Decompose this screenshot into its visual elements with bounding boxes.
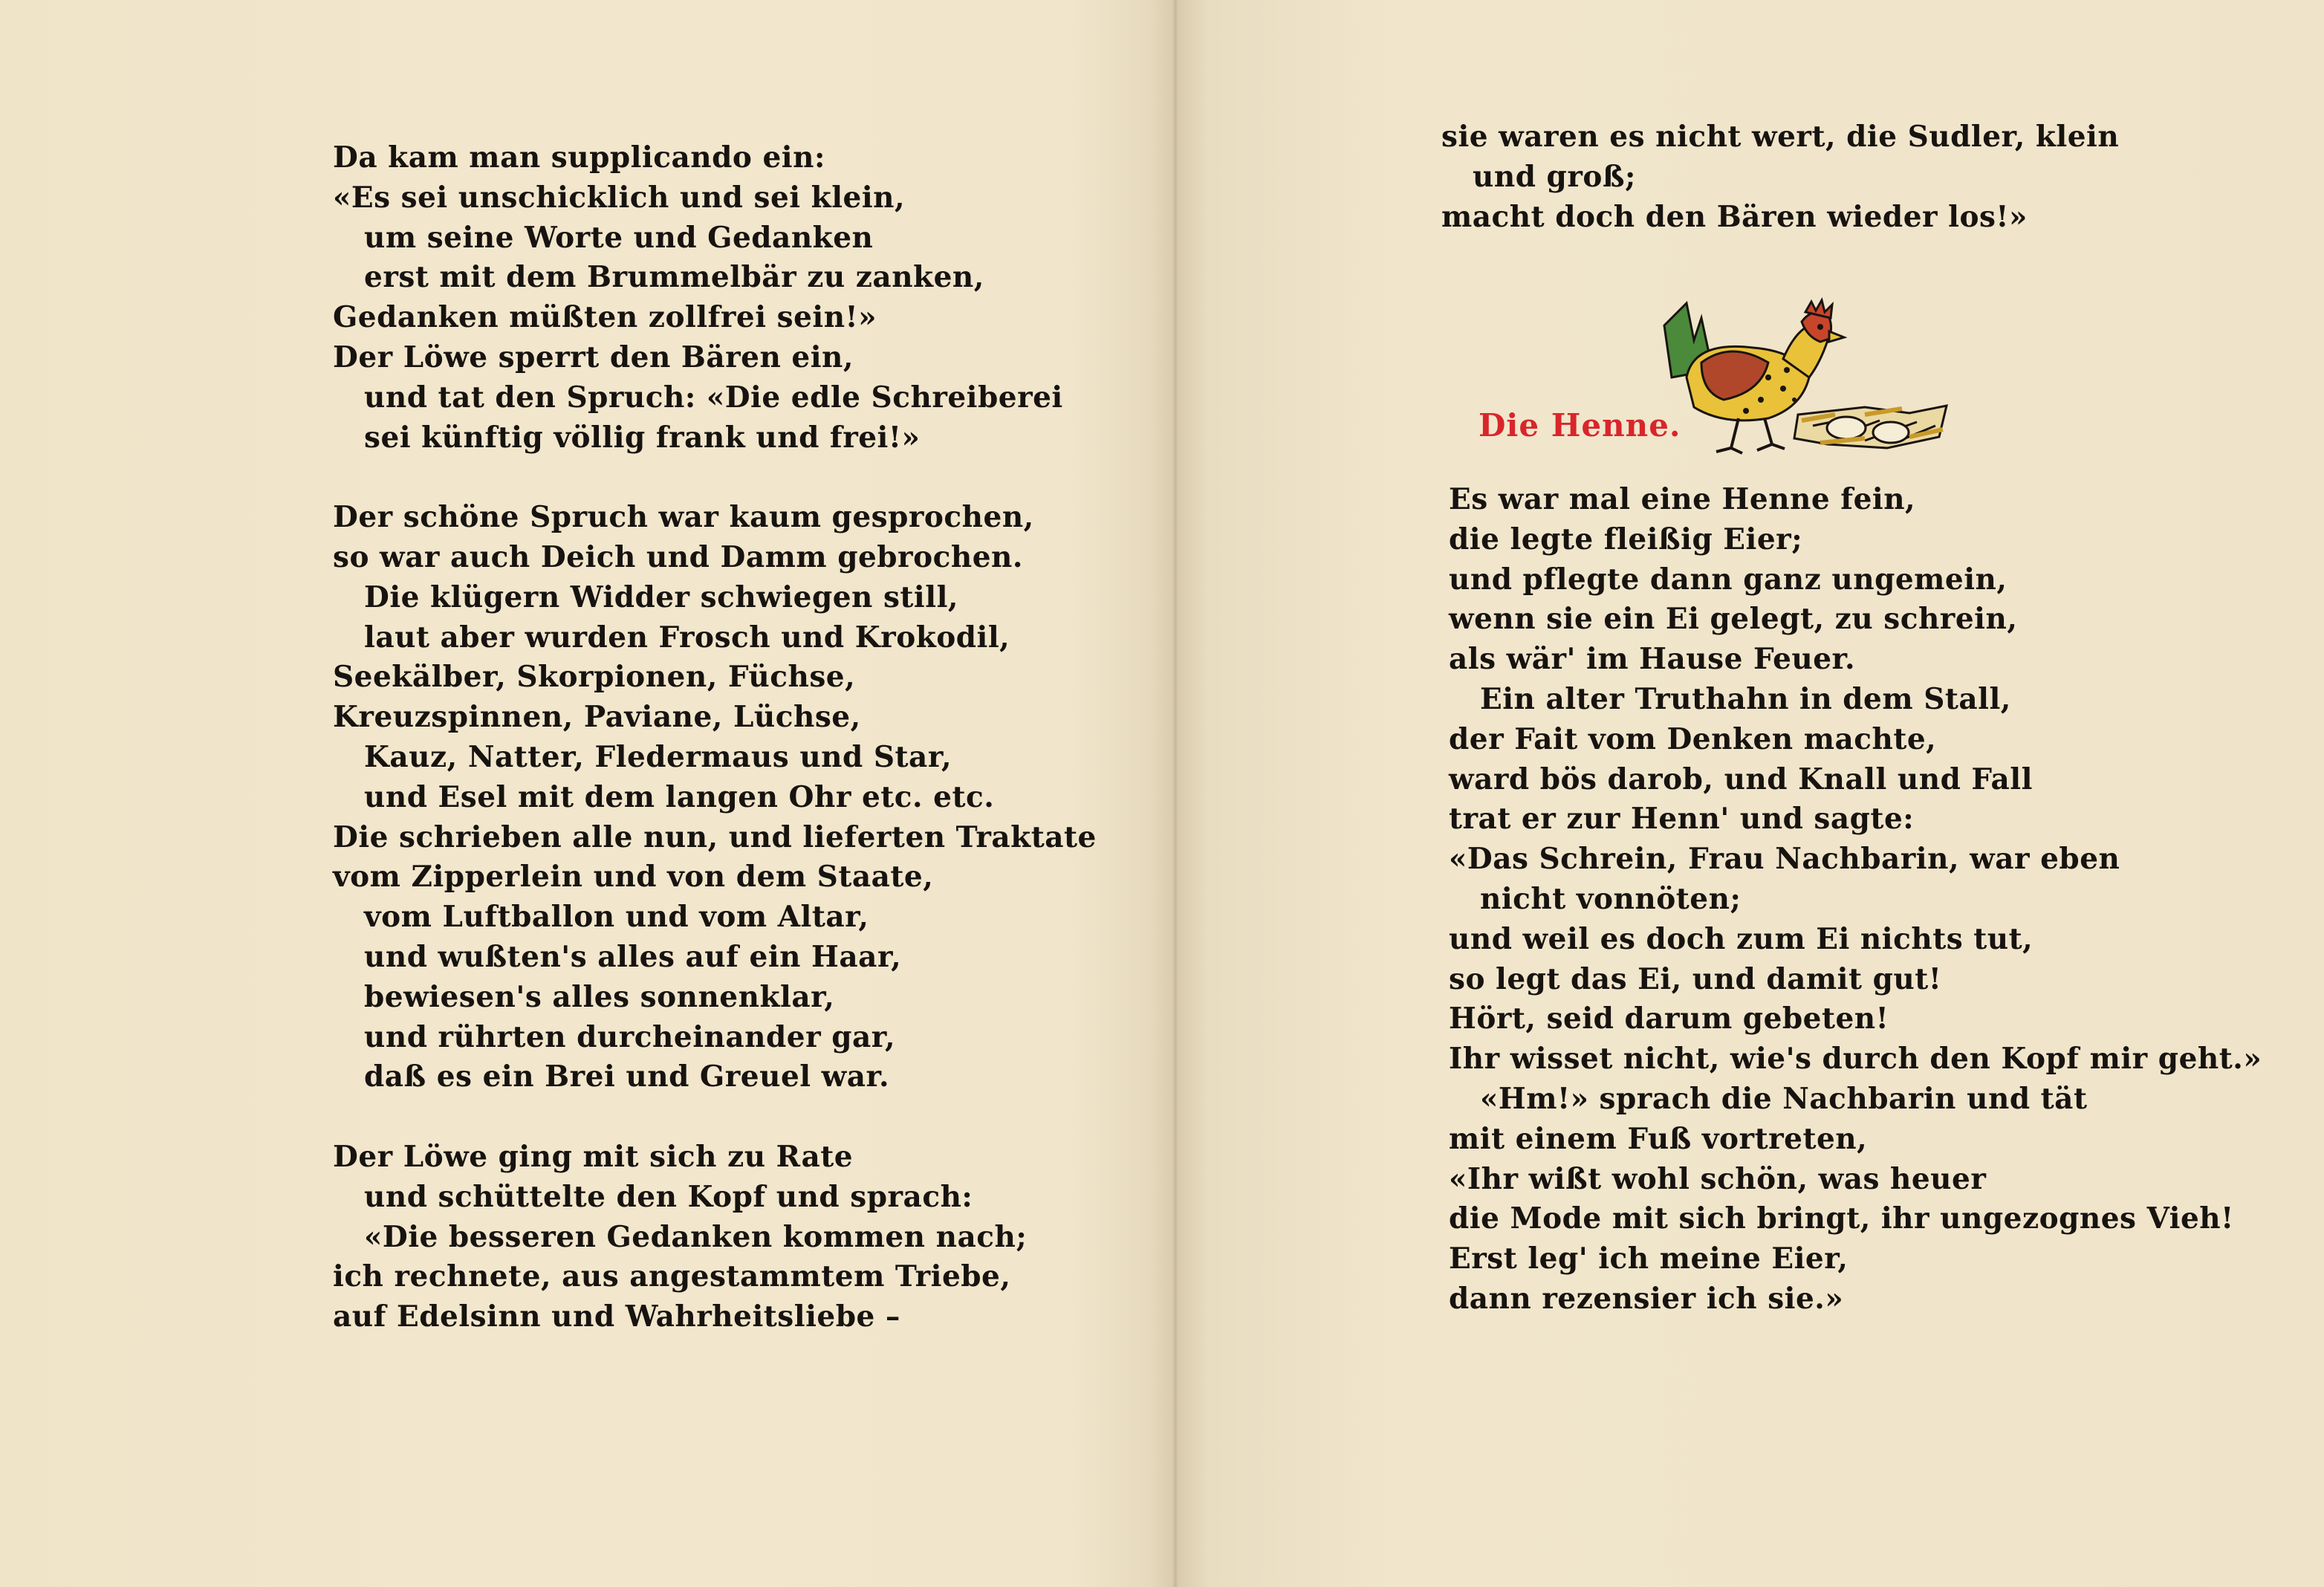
verse-line: um seine Worte und Gedanken [364,220,874,255]
verse-line: Die klügern Widder schwiegen still, [364,580,958,614]
verse-line: daß es ein Brei und Greuel war. [364,1059,890,1094]
verse-line: Hört, seid darum gebeten! [1449,1002,1889,1036]
verse-line: vom Luftballon und vom Altar, [364,900,869,935]
verse-line: laut aber wurden Frosch und Krokodil, [364,620,1010,655]
verse-line: Ihr wisset nicht, wie's durch den Kopf mir geht.» [1449,1042,2262,1077]
verse-line: ward bös darob, und Knall und Fall [1449,762,2033,796]
left-page-verse [333,138,1097,1337]
henne-poem-verse [1449,480,2262,1320]
verse-line: Kauz, Natter, Fledermaus und Star, [364,739,952,774]
verse-line: und groß; [1473,159,1636,194]
verse-line: mit einem Fuß vortreten, [1449,1121,1868,1156]
hen-eye [1817,324,1823,330]
verse-line: Erst leg' ich meine Eier, [1449,1242,1849,1276]
verse-line: und pflegte dann ganz ungemein, [1449,562,2007,597]
verse-line: so legt das Ei, und damit gut! [1449,961,1942,996]
verse-line: sei künftig völlig frank und frei!» [364,420,921,455]
verse-line: und weil es doch zum Ei nichts tut, [1449,921,2034,956]
poem-title: Die Henne. [1479,407,1681,444]
verse-line: Der Löwe ging mit sich zu Rate [333,1139,854,1174]
hen-legs [1716,418,1785,453]
verse-line: der Fait vom Denken machte, [1449,721,1937,756]
verse-line: «Das Schrein, Frau Nachbarin, war eben [1449,842,2120,877]
right-page-continued-verse [1441,117,2119,237]
verse-line: als wär' im Hause Feuer. [1449,642,1856,677]
verse-line: vom Zipperlein und von dem Staate, [333,860,934,895]
hen-illustration [1642,296,1954,459]
verse-line: dann rezensier ich sie.» [1449,1281,1844,1316]
verse-line: und rührten durcheinander gar, [364,1019,896,1054]
hen-beak [1829,331,1844,342]
verse-line: ich rechnete, aus angestammtem Triebe, [333,1259,1011,1294]
verse-line: «Ihr wißt wohl schön, was heuer [1449,1161,1987,1196]
verse-line: und wußten's alles auf ein Haar, [364,939,902,974]
verse-line: Der schöne Spruch war kaum gesprochen, [333,500,1034,535]
verse-line: und schüttelte den Kopf und sprach: [364,1179,973,1214]
stanza-break [333,1097,1097,1137]
verse-line: die legte fleißig Eier; [1449,522,1803,556]
verse-line: Es war mal eine Henne fein, [1449,482,1916,516]
verse-line: Die schrieben alle nun, und lieferten Traktate [333,820,1097,854]
verse-line: macht doch den Bären wieder los!» [1441,199,2028,234]
stanza-break [333,458,1097,498]
verse-line: Seekälber, Skorpionen, Füchse, [333,660,856,695]
verse-line: nicht vonnöten; [1480,881,1742,916]
verse-line: «Die besseren Gedanken kommen nach; [364,1219,1028,1254]
verse-line: «Es sei unschicklich und sei klein, [333,180,906,215]
verse-line: Kreuzspinnen, Paviane, Lüchse, [333,700,861,735]
verse-line: «Hm!» sprach die Nachbarin und tät [1480,1081,2088,1116]
verse-line: und tat den Spruch: «Die edle Schreiberei [364,380,1063,415]
verse-line: wenn sie ein Ei gelegt, zu schrein, [1449,602,2018,637]
verse-line: sie waren es nicht wert, die Sudler, klein [1441,120,2120,154]
verse-line: Ein alter Truthahn in dem Stall, [1480,681,2011,716]
verse-line: so war auch Deich und Damm gebrochen. [333,539,1023,574]
verse-line: auf Edelsinn und Wahrheitsliebe – [333,1299,900,1334]
verse-line: und Esel mit dem langen Ohr etc. etc. [364,779,995,814]
verse-line: die Mode mit sich bringt, ihr ungezognes Vieh! [1449,1201,2234,1236]
verse-line: bewiesen's alles sonnenklar, [364,979,835,1014]
verse-line: erst mit dem Brummelbär zu zanken, [364,260,984,295]
verse-line: Der Löwe sperrt den Bären ein, [333,340,854,374]
verse-line: trat er zur Henn' und sagte: [1449,802,1915,837]
verse-line: Da kam man supplicando ein: [333,140,825,175]
verse-line: Gedanken müßten zollfrei sein!» [333,300,877,335]
